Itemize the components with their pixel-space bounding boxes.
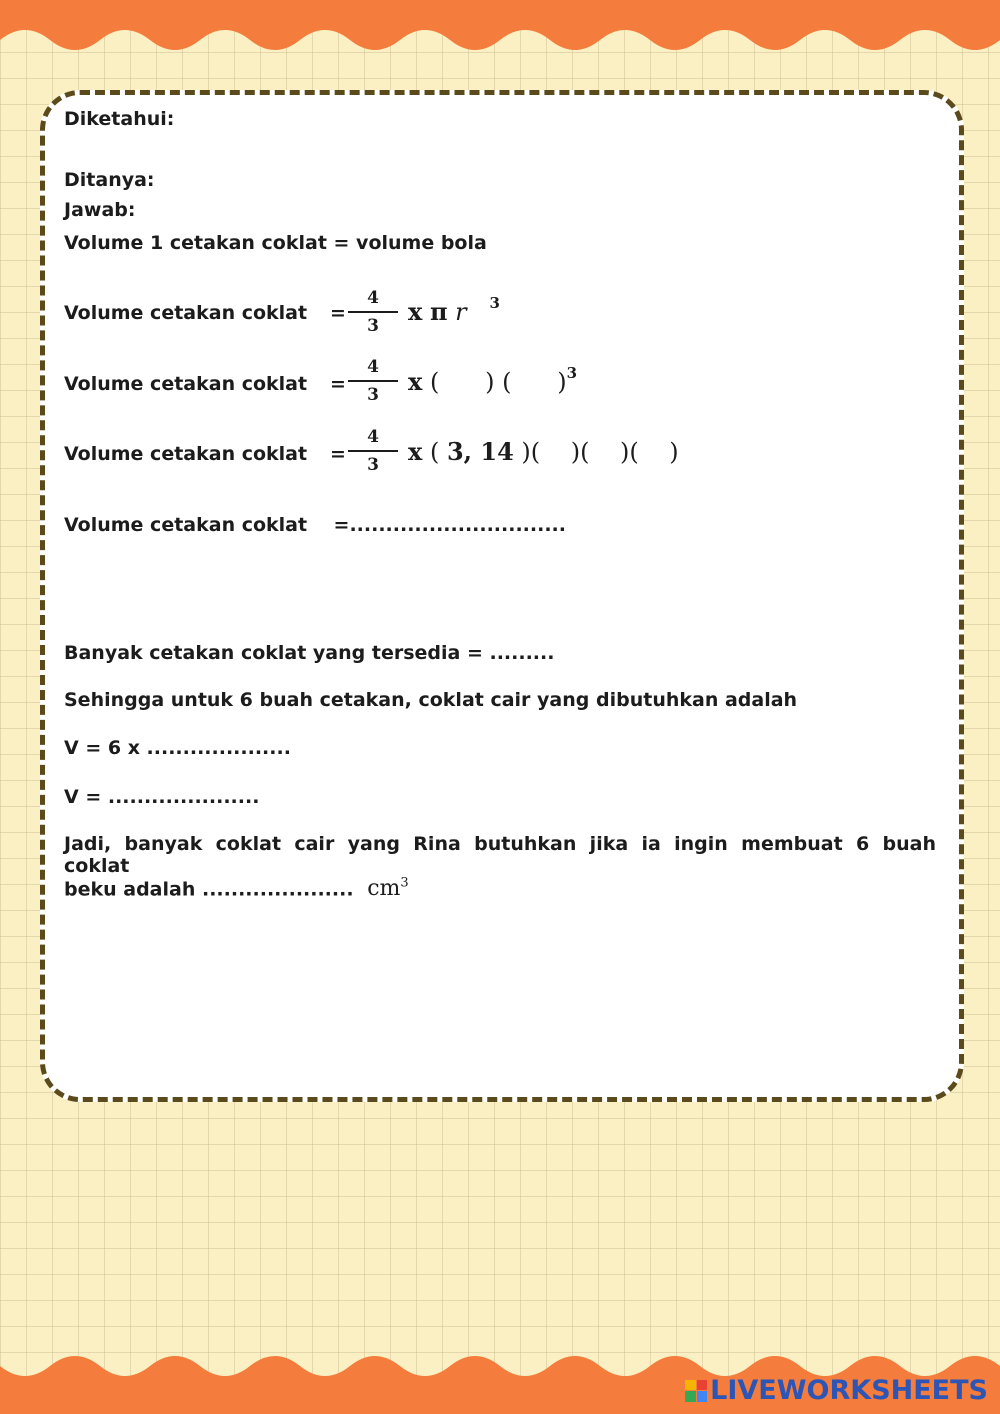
unit-label	[360, 876, 408, 901]
liveworksheets-logo	[685, 1375, 988, 1406]
cube-exponent: 3	[566, 364, 578, 382]
open-paren: (	[502, 368, 512, 396]
close-paren: )	[619, 438, 630, 466]
fraction-bar	[348, 380, 398, 382]
formula-expression-1	[408, 294, 500, 326]
unit-exponent: 3	[400, 876, 409, 891]
fraction-2	[348, 356, 398, 406]
conclusion-line-2	[64, 876, 409, 901]
fraction-bar	[348, 450, 398, 452]
so-line: Sehingga untuk 6 buah cetakan, coklat cair yang dibutuhkan adalah	[64, 689, 798, 711]
close-paren: )	[669, 438, 679, 466]
fraction-denominator: 3	[367, 385, 379, 405]
result-line: Volume cetakan coklat =..............................	[64, 514, 566, 536]
fraction-numerator: 4	[367, 357, 379, 377]
cube-exponent: 3	[489, 294, 500, 312]
close-paren: )	[485, 368, 495, 396]
times-sign: x	[408, 437, 423, 466]
equals-sign-3: =	[330, 443, 346, 465]
fraction-3	[348, 426, 398, 476]
fraction-1	[348, 287, 398, 337]
top-wave-decoration	[0, 0, 1000, 60]
fraction-bar	[348, 311, 398, 313]
fraction-denominator: 3	[367, 316, 379, 336]
available-molds-line: Banyak cetakan coklat yang tersedia = .........	[64, 642, 555, 664]
pi-symbol: π	[429, 297, 448, 326]
formula-label-1: Volume cetakan coklat	[64, 302, 308, 324]
intro-line: Volume 1 cetakan coklat = volume bola	[64, 232, 487, 254]
fraction-numerator: 4	[367, 288, 379, 308]
formula-expression-2	[408, 364, 578, 396]
close-paren: )	[570, 438, 581, 466]
formula-label-2: Volume cetakan coklat	[64, 373, 308, 395]
volume-line-2: V = .....................	[64, 786, 260, 808]
answer-label: Jawab:	[64, 199, 136, 221]
volume-line-1: V = 6 x ....................	[64, 737, 291, 759]
fraction-denominator: 3	[367, 455, 379, 475]
equals-sign-2: =	[330, 373, 346, 395]
conclusion-text-2: beku adalah .....................	[64, 878, 354, 901]
pi-value: 3, 14	[446, 437, 514, 466]
fraction-numerator: 4	[367, 427, 379, 447]
radius-symbol: r	[455, 298, 467, 326]
brand-text: LIVEWORKSHEETS	[710, 1375, 988, 1406]
asked-label: Ditanya:	[64, 169, 155, 191]
formula-label-3: Volume cetakan coklat	[64, 443, 308, 465]
conclusion-line-1: Jadi, banyak coklat cair yang Rina butuhkan jika ia ingin membuat 6 buah coklat	[64, 833, 936, 877]
open-paren: (	[629, 438, 639, 466]
open-paren: (	[429, 438, 440, 466]
equals-sign-1: =	[330, 302, 346, 324]
open-paren: (	[429, 368, 440, 396]
unit-text: cm	[367, 876, 401, 902]
open-paren: (	[580, 438, 590, 466]
known-label: Diketahui:	[64, 108, 175, 130]
formula-expression-3	[408, 437, 679, 466]
times-sign: x	[408, 367, 423, 396]
close-paren: )	[557, 368, 567, 396]
logo-mark-icon	[685, 1380, 707, 1402]
times-sign: x	[408, 297, 423, 326]
close-paren: )	[521, 438, 531, 466]
open-paren: (	[530, 438, 541, 466]
